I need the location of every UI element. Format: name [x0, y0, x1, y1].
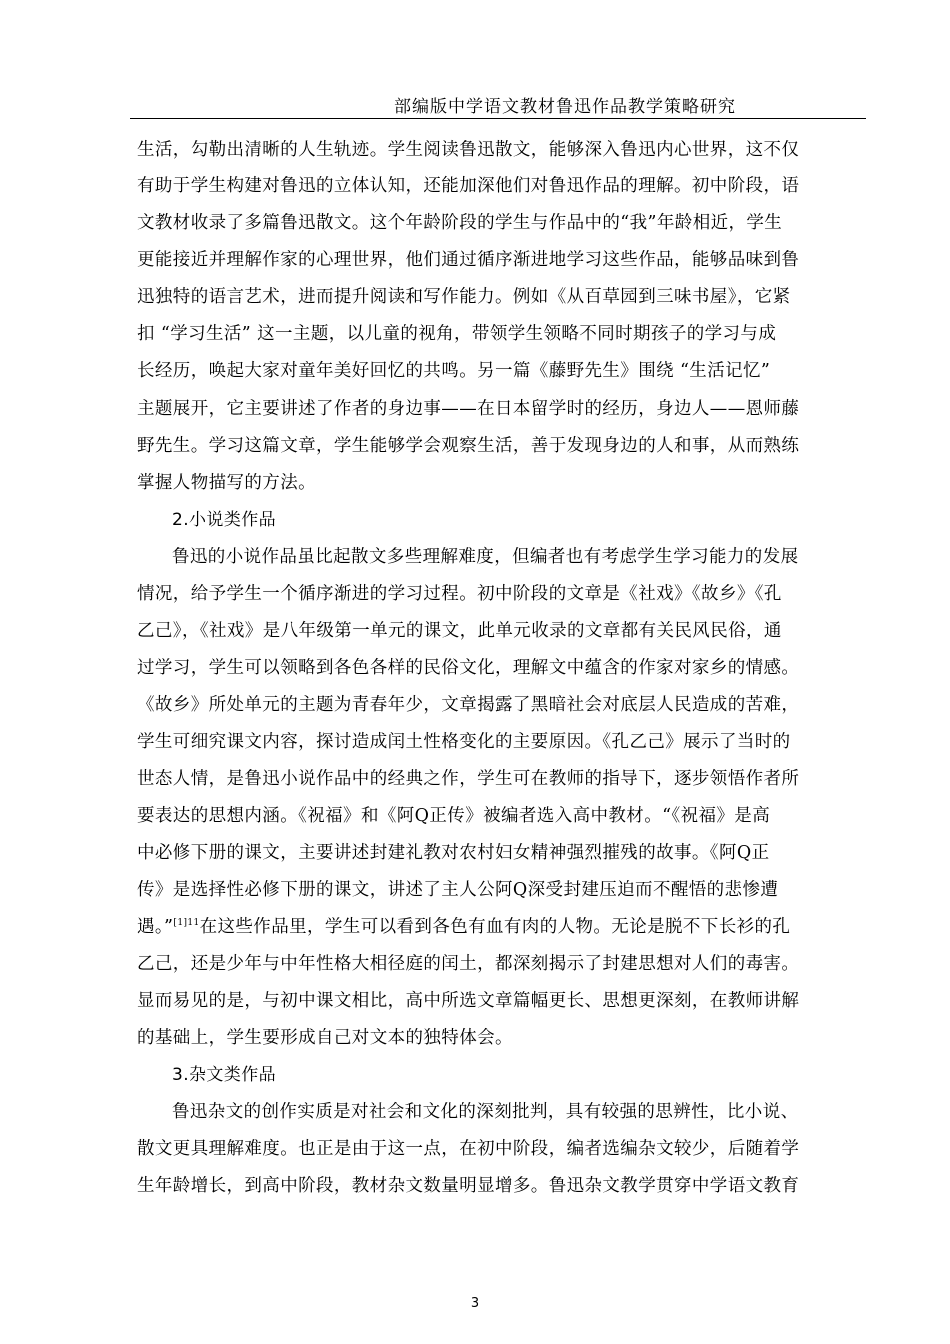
paragraph-line: 更能接近并理解作家的心理世界，他们通过循序渐进地学习这些作品，能够品味到鲁 [137, 250, 800, 270]
paragraph-line: 长经历，唤起大家对童年美好回忆的共鸣。另一篇《藤野先生》围绕 “生活记忆” [137, 361, 771, 381]
paragraph-line: 有助于学生构建对鲁迅的立体认知，还能加深他们对鲁迅作品的理解。初中阶段，语 [137, 176, 800, 196]
paragraph-line-with-citation [137, 916, 857, 938]
paragraph-line: 扣 “学习生活” 这一主题，以儿童的视角，带领学生领略不同时期孩子的学习与成 [137, 324, 777, 344]
paragraph-line: 传》是选择性必修下册的课文，讲述了主人公阿Q深受封建压迫而不醒悟的悲惨遭 [137, 880, 779, 900]
paragraph-line: 鲁迅杂文的创作实质是对社会和文化的深刻批判，具有较强的思辨性，比小说、 [172, 1102, 799, 1122]
paragraph-line: 鲁迅的小说作品虽比起散文多些理解难度，但编者也有考虑学生学习能力的发展 [172, 547, 799, 567]
paragraph-line: 生活，勾勒出清晰的人生轨迹。学生阅读鲁迅散文，能够深入鲁迅内心世界，这不仅 [137, 140, 800, 160]
citation-mark: [1]11 [173, 918, 200, 929]
paragraph-line: 乙己，还是少年与中年性格大相径庭的闰土，都深刻揭示了封建思想对人们的毒害。 [137, 954, 800, 974]
paragraph-line: 中必修下册的课文，主要讲述封建礼教对农村妇女精神强烈摧残的故事。《阿Q正 [137, 843, 770, 863]
paragraph-line: 显而易见的是，与初中课文相比，高中所选文章篇幅更长、思想更深刻，在教师讲解 [137, 991, 800, 1011]
section-heading-essays: 3.杂文类作品 [172, 1065, 277, 1085]
paragraph-line: 乙己》，《社戏》是八年级第一单元的课文，此单元收录的文章都有关民风民俗，通 [137, 621, 782, 641]
paragraph-line: 的基础上，学生要形成自己对文本的独特体会。 [137, 1028, 513, 1048]
paragraph-line: 主题展开，它主要讲述了作者的身边事——在日本留学时的经历，身边人——恩师藤 [137, 399, 800, 419]
header-title: 部编版中学语文教材鲁迅作品教学策略研究 [394, 97, 736, 117]
running-header [130, 92, 866, 119]
citation-lead-text: 遇。” [137, 917, 174, 937]
paragraph-line: 过学习，学生可以领略到各色各样的民俗文化，理解文中蕴含的作家对家乡的情感。 [137, 658, 800, 678]
paragraph-line: 世态人情，是鲁迅小说作品中的经典之作，学生可在教师的指导下，逐步领悟作者所 [137, 769, 800, 789]
paragraph-line: 生年龄增长，到高中阶段，教材杂文数量明显增多。鲁迅杂文教学贯穿中学语文教育 [137, 1176, 800, 1196]
paragraph-line: 迅独特的语言艺术，进而提升阅读和写作能力。例如《从百草园到三味书屋》，它紧 [137, 287, 791, 307]
paragraph-line: 散文更具理解难度。也正是由于这一点，在初中阶段，编者选编杂文较少，后随着学 [137, 1139, 800, 1159]
paragraph-line: 《故乡》所处单元的主题为青春年少，文章揭露了黑暗社会对底层人民造成的苦难， [137, 695, 800, 715]
paragraph-line: 文教材收录了多篇鲁迅散文。这个年龄阶段的学生与作品中的“我”年龄相近，学生 [137, 213, 783, 233]
paragraph-line: 野先生。学习这篇文章，学生能够学会观察生活，善于发现身边的人和事，从而熟练 [137, 436, 800, 456]
paragraph-line: 学生可细究课文内容，探讨造成闰土性格变化的主要原因。《孔乙己》展示了当时的 [137, 732, 791, 752]
paragraph-line: 要表达的思想内涵。《祝福》和《阿Q正传》被编者选入高中教材。“《祝福》是高 [137, 806, 771, 826]
citation-trail-text: 在这些作品里，学生可以看到各色有血有肉的人物。无论是脱不下长衫的孔 [199, 917, 791, 937]
paragraph-line: 情况，给予学生一个循序渐进的学习过程。初中阶段的文章是《社戏》《故乡》《孔 [137, 584, 782, 604]
page-number: 3 [470, 1296, 480, 1311]
paragraph-line: 掌握人物描写的方法。 [137, 473, 316, 493]
section-heading-novels: 2.小说类作品 [172, 510, 277, 530]
